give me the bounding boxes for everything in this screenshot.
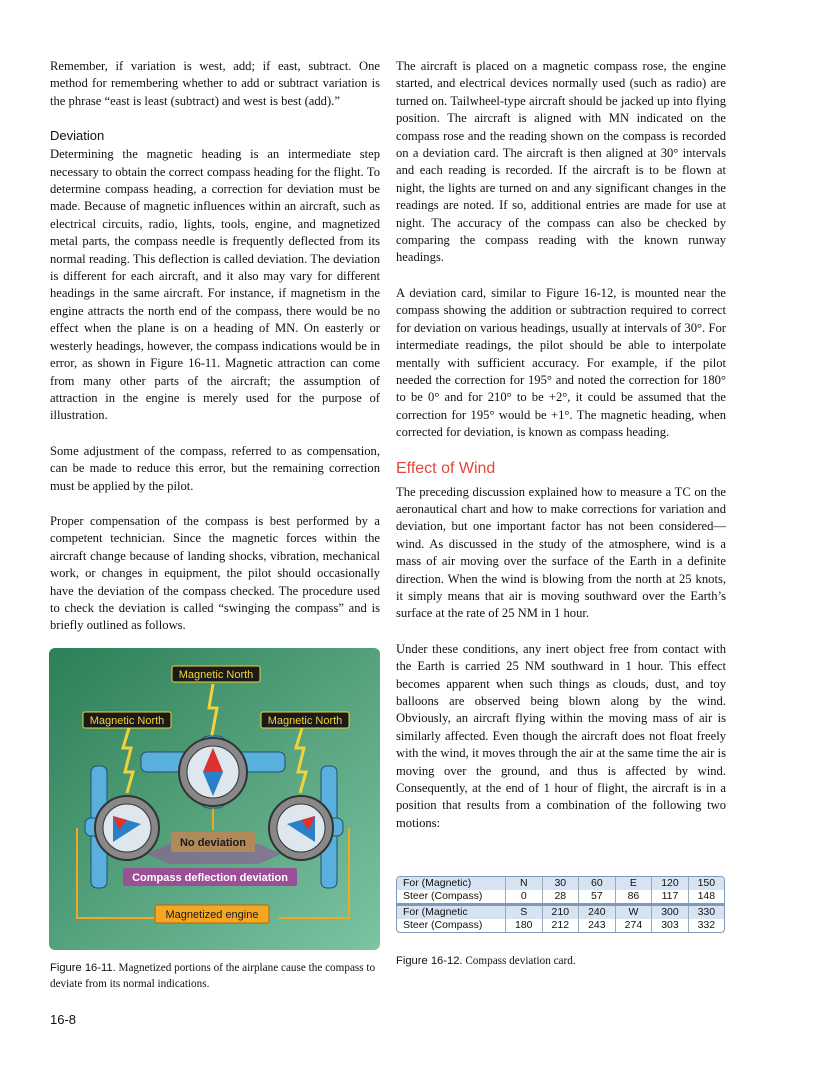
caption-label: Figure 16-11.: [50, 962, 116, 974]
row-label: For (Magnetic): [397, 877, 506, 890]
deviation-heading: Deviation: [50, 128, 105, 144]
figure-caption: [396, 953, 726, 969]
paragraph: The aircraft is placed on a magnetic compass rose, the engine started, and electrical devices normally used (such as radio) are turned on. Tailwheel-type aircraft should be jacked up into flying position. The aircraft is aligned with MN indicated on the compass rose and the reading shown on the compass is recorded on a deviation card. The aircraft is then aligned at 30° intervals and each reading is recorded. If the aircraft is to be flown at night, the lights are turned on and any significant changes in the readings are noted. If so, additional entries are made for use at night. The accuracy of the compass can also be checked by comparing the compass reading with the known runway headings.: [396, 59, 726, 265]
table-cell: 30: [542, 877, 579, 890]
table-cell: 332: [688, 919, 724, 932]
table-cell: 150: [688, 877, 724, 890]
table-cell: 212: [542, 919, 579, 932]
label-magnetic-north-left: Magnetic North: [89, 715, 165, 727]
paragraph: Remember, if variation is west, add; if east, subtract. One method for remembering whether to add or subtract variation is the phrase “east is least (subtract) and west is best (add).”: [50, 59, 380, 108]
table-cell: 148: [688, 890, 724, 903]
table-row: [397, 890, 724, 903]
table-cell: W: [615, 906, 652, 919]
deviation-card: [396, 876, 725, 933]
label-compass-deflection: Compass deflection deviation: [132, 872, 288, 884]
table-cell: 57: [579, 890, 616, 903]
table-cell: E: [615, 877, 652, 890]
paragraph: A deviation card, similar to Figure 16-12, is mounted near the compass showing the addition or subtraction required to correct for deviation on various headings, usually at intervals of 30°. For intermediate readings, the pilot should be able to interpolate mentally with sufficient accuracy. For example, if the pilot needed the correction for 195° and noted the correction for 180° to be 0° and for 210° to be +2°, it could be assumed that the correction for 195° would be +1°. The magnetic heading, when corrected for deviation, is known as compass heading.: [396, 285, 726, 440]
label-magnetic-north-right: Magnetic North: [267, 715, 343, 727]
table-cell: 303: [652, 919, 689, 932]
table-cell: 117: [652, 890, 689, 903]
row-label: Steer (Compass): [403, 919, 483, 931]
label-no-deviation: No deviation: [179, 837, 247, 849]
table-cell: 28: [542, 890, 579, 903]
paragraph: Under these conditions, any inert object free from contact with the Earth is carried 25 NM southward in 1 hour. This effect becomes apparent when such things as clouds, dust, and toy balloons are observed being blown along by the wind. Obviously, an aircraft flying within the moving mass of air is similarly affected. Even though the aircraft does not float freely with the wind, it moves through the air at the same time the air is moving over the ground, and thus is affected by wind. Consequently, at the end of 1 hour of flight, the aircraft is in a position that results from a combination of the following two motions:: [396, 641, 726, 830]
paragraph: Some adjustment of the compass, referred to as compensation, can be made to reduce this error, but the remaining correction must be applied by the pilot.: [50, 443, 380, 493]
figure-illustration: [49, 648, 380, 950]
label-magnetic-north-top: Magnetic North: [178, 669, 254, 681]
caption-text: Compass deviation card.: [462, 955, 576, 967]
table-cell: 180: [506, 919, 543, 932]
paragraph: Determining the magnetic heading is an intermediate step necessary to obtain the correct compass heading for the flight. To determine compass heading, a correction for deviation must be made. Because of magnetic influences within an aircraft, such as electrical circuits, radio, lights, tools, engine, and magnetized metal parts, the compass needle is frequently deflected from its normal reading. This deflection is called deviation. The deviation is different for each aircraft, and it also may vary for different headings in the same aircraft. For instance, if magnetism in the engine attracts the north end of the compass, there would be no effect when the plane is on a heading of MN. On easterly or westerly headings, however, the compass indications would be in error, as shown in Figure 16-11. Magnetic attraction can come from many other parts of the aircraft; the assumption of attraction in the engine is merely used for the purpose of illustration.: [50, 147, 380, 423]
paragraph: The preceding discussion explained how to measure a TC on the aeronautical chart and how to make corrections for variation and deviation, but one important factor has not been considered—wind. As discussed in the study of the atmosphere, wind is a mass of air moving over the surface of the Earth in a definite direction. When the wind is blowing from the north at 25 knots, it simply means that air is moving southward over the Earth’s surface at the rate of 25 NM in 1 hour.: [396, 484, 726, 621]
table-cell: 274: [615, 919, 652, 932]
label-magnetized-engine: Magnetized engine: [165, 909, 259, 921]
table-cell: 330: [688, 906, 724, 919]
right-column: [396, 58, 726, 850]
table-cell: 210: [542, 906, 579, 919]
table-cell: 86: [615, 890, 652, 903]
left-column: [50, 58, 380, 653]
table-cell: N: [506, 877, 543, 890]
table-cell: 243: [579, 919, 616, 932]
row-label: For (Magnetic: [397, 906, 506, 919]
table-cell: 0: [506, 890, 543, 903]
figure-caption: [50, 960, 380, 992]
table-cell: 300: [652, 906, 689, 919]
effect-of-wind-heading: Effect of Wind: [396, 459, 496, 477]
table-cell: 120: [652, 877, 689, 890]
paragraph: Proper compensation of the compass is best performed by a competent technician. Since the magnetic forces within the aircraft change because of landing shocks, vibration, mechanical work, or changes in equipment, the pilot should occasionally have the deviation of the compass checked. The procedure used to check the deviation is called “swinging the compass” and is briefly outlined as follows.: [50, 513, 380, 633]
table-row: [397, 919, 724, 932]
table-cell: 60: [579, 877, 616, 890]
table-cell: 240: [579, 906, 616, 919]
figure-magnetized-airplane: [49, 648, 380, 950]
page-number: 16-8: [50, 1012, 77, 1027]
table-cell: S: [506, 906, 543, 919]
caption-label: Figure 16-12.: [396, 955, 463, 967]
table-row: [397, 877, 724, 890]
row-label: Steer (Compass): [403, 890, 483, 902]
table-row: [397, 906, 724, 919]
caption-text: Magnetized portions of the airplane cause the compass to deviate from its normal indications.: [50, 962, 376, 990]
